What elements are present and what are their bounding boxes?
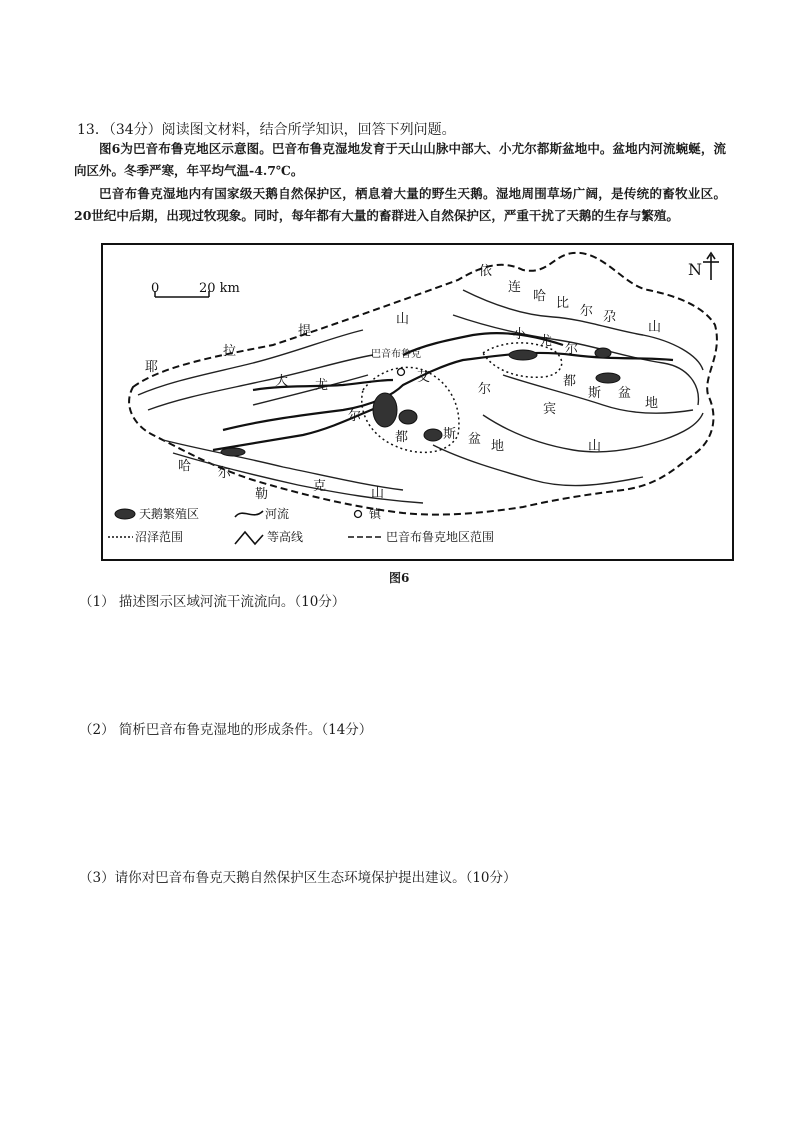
label-bin: 宾 <box>543 402 557 417</box>
label-ti: 提 <box>298 324 312 339</box>
town-label: 巴音布鲁克 <box>371 349 421 360</box>
label-pen-big: 盆 <box>618 386 632 401</box>
label-yi: 依 <box>479 264 493 279</box>
label-ke: 克 <box>313 479 327 494</box>
legend-breeding-label: 天鹅繁殖区 <box>139 507 200 521</box>
label-you-small: 尤 <box>539 334 553 349</box>
map-svg <box>103 245 732 559</box>
label-lian: 连 <box>508 280 522 295</box>
label-la: 拉 <box>223 344 237 359</box>
label-di-big: 地 <box>645 396 659 411</box>
figure-caption: 图6 <box>389 571 410 585</box>
north-arrow-icon <box>703 253 719 280</box>
breeding-area-6 <box>595 348 611 358</box>
scale-label: 20 km <box>199 281 240 296</box>
label-ai: 艾 <box>417 370 431 385</box>
legend-town-icon <box>355 511 362 518</box>
legend-town-label: 镇 <box>369 507 382 521</box>
legend-contour-label: 等高线 <box>267 530 304 544</box>
river-main <box>223 353 673 430</box>
breeding-area-3 <box>424 429 442 441</box>
material-paragraph-1: 图6为巴音布鲁克地区示意图。巴音布鲁克湿地发育于天山山脉中部大、小尤尔都斯盆地中。盆地内河流蜿蜒，流向区外。冬季严寒，年平均气温-4.7℃。 <box>74 141 726 178</box>
breeding-area-7 <box>221 448 245 456</box>
breeding-area-4 <box>509 350 537 360</box>
label-ni: 尕 <box>603 310 617 325</box>
map-figure <box>101 243 734 561</box>
label-er-bottom: 尔 <box>218 466 232 481</box>
label-si-big: 斯 <box>588 386 602 401</box>
label-er-big1: 尔 <box>348 409 362 424</box>
subquestion-1: （1） 描述图示区域河流干流流向。（10分） <box>79 594 346 610</box>
north-label: N <box>688 260 702 279</box>
label-ye: 耶 <box>145 360 159 375</box>
breeding-area-1 <box>373 393 397 427</box>
label-di-small: 地 <box>491 439 505 454</box>
place-labels <box>145 263 661 502</box>
label-er-top: 尔 <box>580 304 594 319</box>
scale-zero: 0 <box>151 281 160 296</box>
label-xiao: 小 <box>513 327 527 342</box>
label-du-big: 都 <box>563 374 577 389</box>
label-er-small: 尔 <box>565 342 579 357</box>
label-shan-left: 山 <box>396 312 410 327</box>
legend-breeding-icon <box>115 509 135 519</box>
subquestion-3: （3）请你对巴音布鲁克天鹅自然保护区生态环境保护提出建议。（10分） <box>79 870 517 886</box>
material-paragraph-2: 巴音布鲁克湿地内有国家级天鹅自然保护区，栖息着大量的野生天鹅。湿地周围草场广阔，是传统的畜牧业区。20世纪中后期，出现过牧现象。同时，每年都有大量的畜群进入自然保护区，严重干扰了天鹅的生存与繁殖。 <box>74 186 726 223</box>
town-marker <box>398 369 405 376</box>
legend-river-label: 河流 <box>265 507 290 521</box>
label-ha-bottom: 哈 <box>178 459 192 474</box>
label-pen-small: 盆 <box>468 432 482 447</box>
question-header: 13．（34分）阅读图文材料，结合所学知识，回答下列问题。 <box>77 122 456 138</box>
label-si-small: 斯 <box>443 427 457 442</box>
legend <box>108 506 494 544</box>
legend-region-label: 巴音布鲁克地区范围 <box>386 530 495 544</box>
legend-river-icon <box>235 511 263 517</box>
label-le: 勒 <box>255 487 269 502</box>
legend-contour-icon <box>235 532 263 544</box>
legend-marsh-label: 沼泽范围 <box>135 530 184 544</box>
label-bi: 比 <box>556 296 570 311</box>
label-you-big: 尤 <box>315 378 329 393</box>
breeding-area-2 <box>399 410 417 424</box>
label-ha-top: 哈 <box>533 289 547 304</box>
subquestion-2: （2） 简析巴音布鲁克湿地的形成条件。（14分） <box>79 722 373 738</box>
label-du-small: 都 <box>395 430 409 445</box>
label-shan-bottom: 山 <box>371 486 385 501</box>
label-er-big2: 尔 <box>478 382 492 397</box>
breeding-area-5 <box>596 373 620 383</box>
label-shan-top: 山 <box>648 320 662 335</box>
label-da: 大 <box>275 374 289 389</box>
label-shan-right: 山 <box>588 439 602 454</box>
